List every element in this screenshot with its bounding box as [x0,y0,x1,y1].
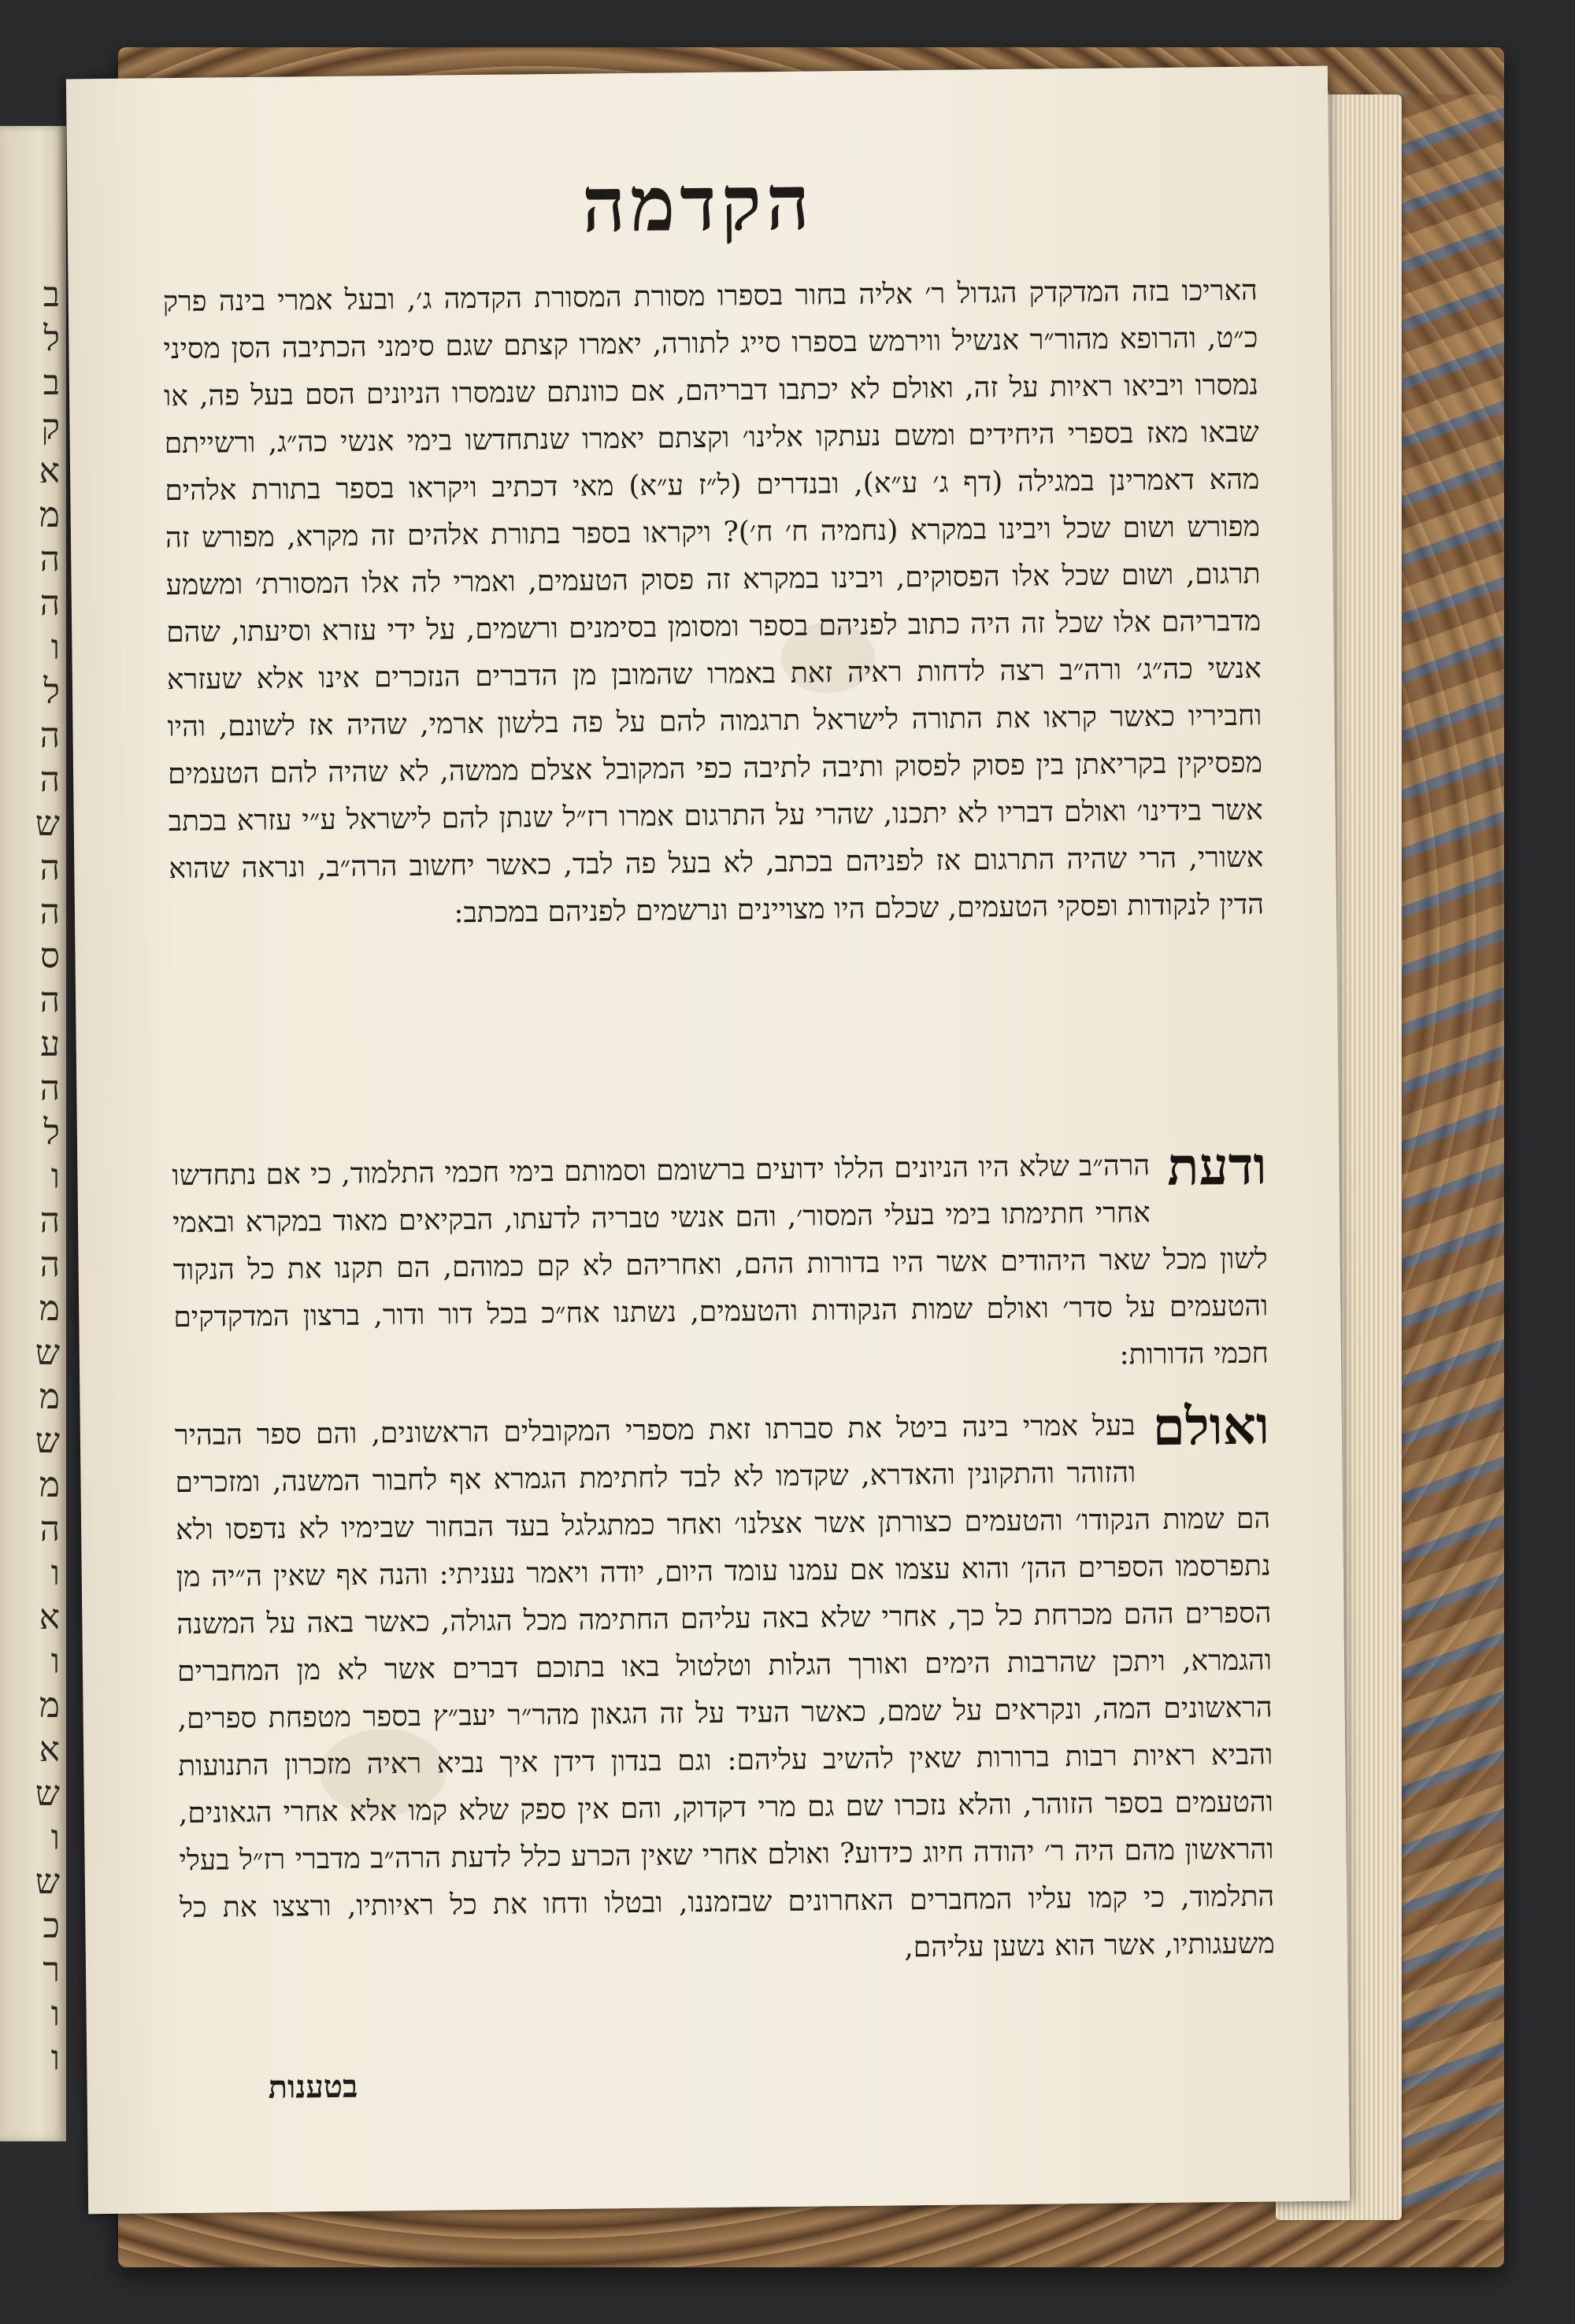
edge-letter: ה [39,848,60,888]
edge-letter: מ [39,1465,60,1505]
edge-letter: ה [39,583,60,624]
catchword: בטענות [268,2067,358,2106]
edge-letter: ו [50,2038,60,2078]
edge-letter: ה [39,1201,60,1241]
paragraph-3 [174,1394,1275,1980]
edge-letter: ו [50,1156,60,1197]
edge-letter: א [39,451,60,491]
edge-letter: ה [39,716,60,756]
paragraph-2-text: הרה״ב שלא היו הניונים הללו ידועים ברשומם וסמותם בימי חכמי התלמוד, כי אם נתחדשו אחרי חתימתו בימי בעלי המסור׳, והם אנשי טבריה לדעתו, הבקיאים מאוד במקרא ובאמי לשון מכל שאר היהודים אשר היו בדורות ההם, ואחריהם לא קם כמוהם, הם תקנו את כל הנקוד והטעמים על סדר׳ ואולם שמות הנקודות והטעמים, נשתנו אח״כ בכל דור ודור, ברצון המדקדקים חכמי הדורות: [172,1149,1269,1371]
edge-letter: ו [50,1553,60,1593]
edge-letter: ב [43,275,60,315]
previous-page-edge [0,126,66,2141]
edge-letter: ש [35,1862,60,1902]
paragraph-3-lead-word: ואולם [1152,1394,1270,1458]
edge-letter: ר [43,1950,60,1990]
edge-letter: ש [35,804,60,844]
edge-letter: ה [39,892,60,932]
edge-letter: ה [39,1509,60,1549]
edge-letter: ו [50,627,60,668]
edge-letter: ל [43,319,60,359]
book-page [66,66,1350,2215]
edge-letter: ש [35,1421,60,1461]
edge-letter: ב [43,363,60,403]
edge-letter: מ [39,1377,60,1417]
edge-letter: א [39,1597,60,1638]
edge-letter: כ [43,1906,60,1946]
edge-letter: ה [39,980,60,1020]
edge-letter: מ [39,1686,60,1726]
edge-letter: ו [50,1994,60,2034]
edge-letter: ה [39,1245,60,1285]
edge-letter: ה [39,1068,60,1108]
edge-letter: ה [39,539,60,579]
edge-letter: ק [41,407,60,447]
previous-page-letters [35,276,60,2078]
edge-letter: ה [39,760,60,800]
paragraph-1: האריכו בזה המדקדק הגדול ר׳ אליה בחור בספרו מסורת המסורת הקדמה ג׳, ובעל אמרי בינה פרק כ״ט, והרופא מהור״ר אנשיל ווירמש בספרו סייג לתורה, יאמרו קצתם שגם סימני הכתיבה הסן מסיני נמסרו ויביאו ראיות על זה, ואולם לא יכתבו דבריהם, אם כוונתם שנמסרו הניונים הסם בעל פה, או שבאו מאז בספרי היחידים ומשם נעתקו אלינו׳ וקצתם יאמרו שנתחדשו בימי אנשי כה״ג, ורשייתם מהא דאמרינן במגילה (דף ג׳ ע״א), ובנדרים (ל״ז ע״א) מאי דכתיב ויקראו בספר בתורת אלהים מפורש ושום שכל ויבינו במקרא (נחמיה ח׳ ח׳)? ויקראו בספר בתורת אלהים זה מקרא, מפורש זה תרגום, ושום שכל אלו הפסוקים, ויבינו במקרא זה פסוק הטעמים, ואמרי לה אלו המסורת׳ ומשמע מדבריהם אלו שכל זה היה כתוב לפניהם בספר ומסומן בסימנים ורשמים, על ידי עזרא וסיעתו, שהם אנשי כה״ג׳ ורה״ב רצה לדחות ראיה זאת באמרו שהמובן מן הדברים הנזכרים אינו אלא שעזרא וחביריו כאשר קראו את התורה לישראל תרגמוה להם על פה בלשון ארמי, שהיה אז לשונם, והיו מפסיקין בקריאתן בין פסוק לפסוק ותיבה לתיבה כפי המקובל אצלם ממשה, לא שהיה להם הטעמים אשר בידינו׳ ואולם דבריו לא יתכנו, שהרי על התרגום אמרו רז״ל שנתן להם לישראל ע״י עזרא בכתב אשורי, הרי שהיה התרגום אז לפניהם בכתב, לא בעל פה לבד, כאשר יחשוב הרה״ב, ונראה שהוא הדין לנקודות ופסקי הטעמים, שכלם היו מצויינים ונרשמים לפניהם במכתב: [162,274,1265,930]
edge-letter: ש [35,1774,60,1814]
paragraph-3-text: בעל אמרי בינה ביטל את סברתו זאת מספרי המקובלים הראשונים, והם ספר הבהיר והזוהר והתקונין והאדרא, שקדמו לא לבד לחתימת הגמרא אף לחבור המשנה, ומזכרים הם שמות הנקודו׳ והטעמים כצורתן אשר אצלנו׳ ואחר כמתגלגל בעד הבחור שבימיו לא נדפסו ולא נתפרסמו הספרים ההן׳ והוא עצמו אם עמנו עומד היום, יודה ויאמר נעניתי: והנה אף שאין ה״יה מן הספרים ההם מכרחת כל כך, אחרי שלא באה עליהם החתימה מכל הגולה, כאשר באה על המשנה והגמרא, ויתכן שהרבות הימים ואורך הגלות וטלטול באו בתוכם דברים אשר לא מן המחברים הראשונים המה, ונקראים על שמם, כאשר העיד על זה הגאון מהר״ר יעב״ץ בספר מטפחת ספרים, והביא ראיות רבות ברורות שאין להשיב עליהם: וגם בנדון דידן איך נביא ראיה מזכרון התנועות והטעמים בספר הזוהר, והלא נזכרו שם גם מרי דקדוק, והם אין ספק שלא קמו אלא אחרי הגאונים, והראשון מהם היה ר׳ יהודה חיוג כידוע? ואולם אחרי שאין הכרע כלל לדעת הרה״ב מדברי רז״ל בעלי התלמוד, כי קמו עליו המחברים האחרונים שבזמננו, ובטלו ודחו את כל ראיותיו, ורצצו את כל משעגותיו, אשר הוא נשען עליהם, [174,1409,1275,1964]
edge-letter: מ [39,1289,60,1329]
edge-letter: ל [43,1112,60,1153]
edge-letter: ס [39,936,60,976]
edge-letter: ל [43,672,60,712]
edge-letter: ע [40,1024,60,1064]
edge-letter: מ [39,495,60,535]
edge-letter: ו [50,1641,60,1682]
edge-letter: ו [50,1818,60,1858]
edge-letter: ש [35,1333,60,1373]
edge-letter: א [39,1730,60,1770]
paragraph-2-lead-word: ודעת [1166,1134,1267,1197]
page-title: הקדמה [581,157,815,250]
paragraph-2 [172,1134,1269,1390]
